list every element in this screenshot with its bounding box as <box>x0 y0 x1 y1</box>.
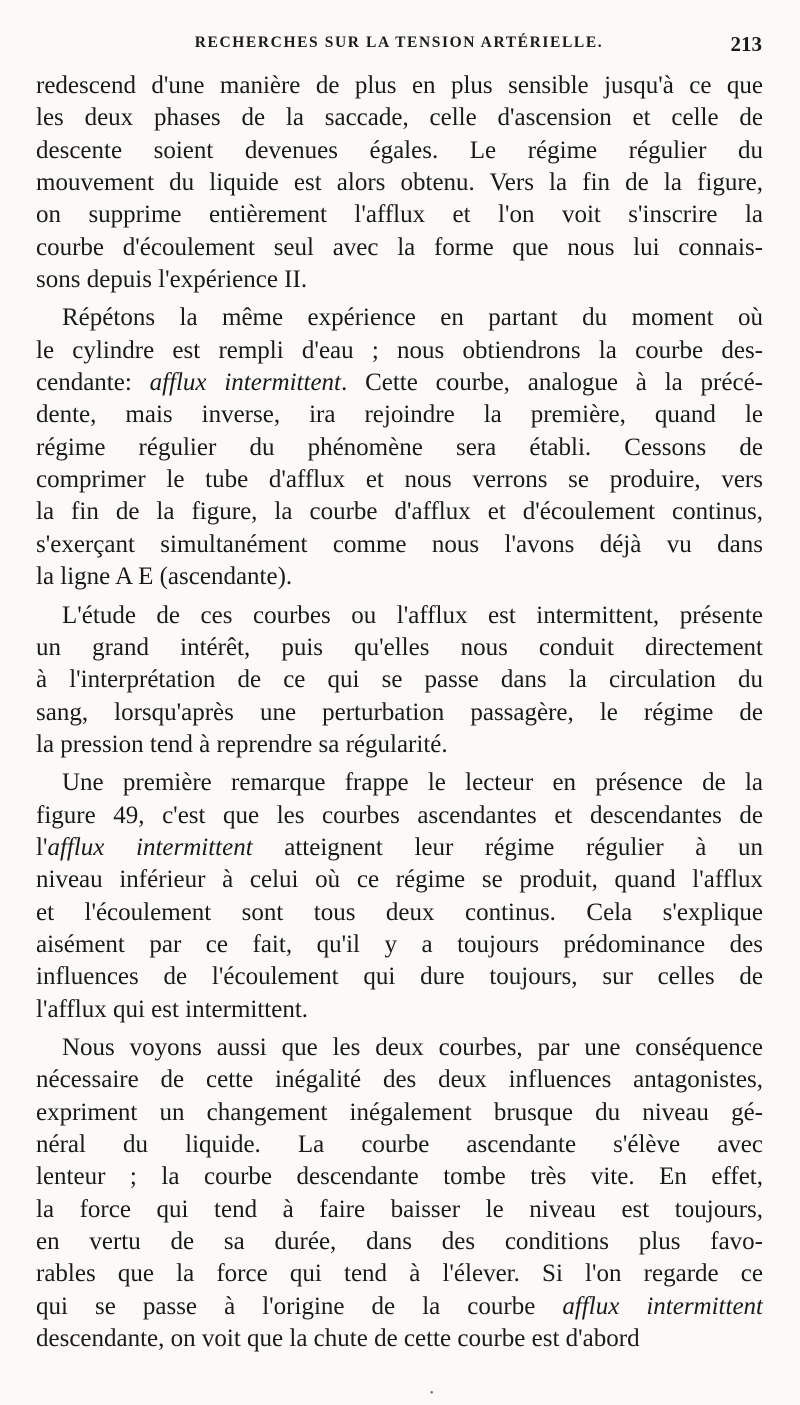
text-line: lenteur ; la courbe descendante tombe très vite. En effet, <box>36 1163 763 1191</box>
text-line: régime régulier du phénomène sera établi. Cessons de <box>36 433 763 461</box>
text-line: sang, lorsqu'après une perturbation passagère, le régime de <box>36 698 763 726</box>
emphasis: afflux intermittent <box>562 1292 763 1320</box>
text-line: la force qui tend à faire baisser le niveau est toujours, <box>36 1195 763 1223</box>
running-title: RECHERCHES SUR LA TENSION ARTÉRIELLE. <box>194 34 604 51</box>
text-line: l'afflux qui est intermittent. <box>36 995 309 1023</box>
text-line: qui se passe à l'origine de la courbe afflux intermittent <box>36 1292 763 1320</box>
text-line: l'afflux intermittent atteignent leur régime régulier à un <box>36 833 763 861</box>
paragraph-4 <box>36 767 763 1026</box>
text-line: figure 49, c'est que les courbes ascendantes et descendantes de <box>36 801 763 829</box>
text-line: et l'écoulement sont tous deux continus. Cela s'explique <box>36 898 763 926</box>
paragraph-1 <box>36 70 763 296</box>
paragraph-3 <box>36 600 763 762</box>
emphasis: afflux intermittent <box>47 833 253 861</box>
page-header <box>36 34 762 60</box>
text-line: nécessaire de cette inégalité des deux influences antagonistes, <box>36 1066 763 1094</box>
text-line: dente, mais inverse, ira rejoindre la première, quand le <box>36 401 763 429</box>
text-line: descendante, on voit que la chute de cette courbe est d'abord <box>36 1325 640 1353</box>
text-line: s'exerçant simultanément comme nous l'avons déjà vu dans <box>36 530 763 558</box>
text-line: influences de l'écoulement qui dure toujours, sur celles de <box>36 963 763 991</box>
text-line: cendante: afflux intermittent. Cette courbe, analogue à la précé- <box>36 369 763 397</box>
text-line: comprimer le tube d'afflux et nous verrons se produire, vers <box>36 466 763 494</box>
text-line: aisément par ce fait, qu'il y a toujours prédominance des <box>36 930 763 958</box>
emphasis: afflux intermittent <box>149 369 341 397</box>
text-line: la pression tend à reprendre sa régularité. <box>36 730 448 758</box>
text-line: Une première remarque frappe le lecteur en présence de la <box>62 769 763 797</box>
text-line: expriment un changement inégalement brusque du niveau gé- <box>36 1098 763 1126</box>
text-line: courbe d'écoulement seul avec la forme que nous lui connais- <box>36 233 763 261</box>
printer-mark: • <box>430 1388 434 1399</box>
text-line: redescend d'une manière de plus en plus sensible jusqu'à ce que <box>36 72 763 99</box>
text-line: mouvement du liquide est alors obtenu. Vers la fin de la figure, <box>36 169 763 197</box>
text-line: en vertu de sa durée, dans des conditions plus favo- <box>36 1228 763 1256</box>
text-line: rables que la force qui tend à l'élever. Si l'on regarde ce <box>36 1260 763 1288</box>
text-line: sons depuis l'expérience II. <box>36 266 308 294</box>
text-line: Répétons la même expérience en partant du moment où <box>62 304 763 332</box>
text-line: la fin de la figure, la courbe d'afflux et d'écoulement continus, <box>36 498 763 526</box>
page-number: 213 <box>730 32 762 56</box>
text-line: un grand intérêt, puis qu'elles nous conduit directement <box>36 633 763 661</box>
text-line: la ligne A E (ascendante). <box>36 563 293 591</box>
text-line: descente soient devenues égales. Le régime régulier du <box>36 136 763 164</box>
text-line: néral du liquide. La courbe ascendante s'élève avec <box>36 1131 763 1158</box>
text-line: niveau inférieur à celui où ce régime se produit, quand l'afflux <box>36 866 763 894</box>
text-line: L'étude de ces courbes ou l'afflux est intermittent, présente <box>62 601 763 629</box>
text-line: Nous voyons aussi que les deux courbes, par une conséquence <box>62 1033 763 1061</box>
text-line: à l'interprétation de ce qui se passe dans la circulation du <box>36 666 763 694</box>
text-line: on supprime entièrement l'afflux et l'on voit s'inscrire la <box>36 201 763 229</box>
text-line: le cylindre est rempli d'eau ; nous obtiendrons la courbe des- <box>36 336 763 364</box>
text-line: les deux phases de la saccade, celle d'ascension et celle de <box>36 104 763 132</box>
paragraph-5 <box>36 1032 763 1355</box>
body-text <box>36 70 763 1355</box>
paragraph-2 <box>36 302 763 593</box>
